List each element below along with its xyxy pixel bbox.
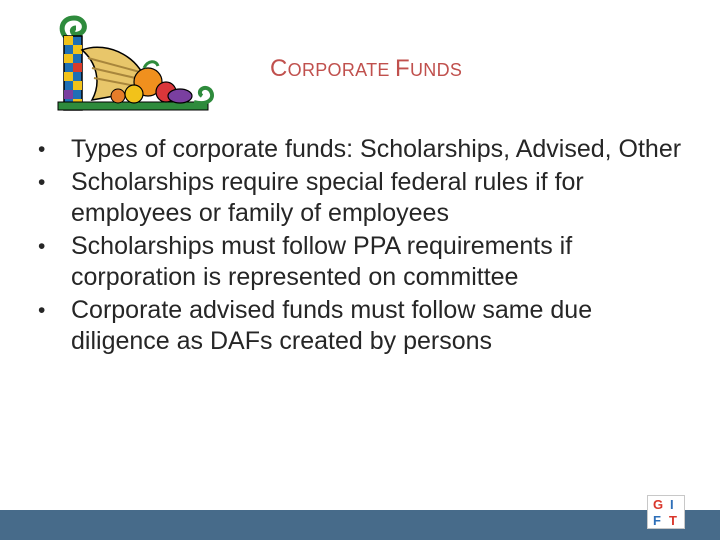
logo-letter-i: I [670,497,674,512]
title-initial-1: C [270,55,288,82]
bullet-dot: • [38,299,46,322]
bullet-text: Scholarships require special federal rules if for employees or family of employees [71,168,584,227]
title-rest-1: ORPORATE [287,60,390,80]
bullet-item [36,295,696,357]
bullet-text: Scholarships must follow PPA requirements if corporation is represented on committee [71,232,573,291]
logo-letter-t: T [669,513,677,528]
bullet-item [36,134,696,165]
bullet-list [36,134,696,359]
logo-letter-g: G [653,497,664,512]
gift-logo-icon [647,495,685,529]
bullet-text: Corporate advised funds must follow same due diligence as DAFs created by persons [71,296,593,355]
bullet-text: Types of corporate funds: Scholarships, Advised, Other [71,135,682,163]
slide-title [270,55,462,83]
bullet-dot: • [38,138,46,161]
bullet-dot: • [38,171,46,194]
logo-letter-f: F [653,513,661,528]
bullet-item [36,231,696,293]
bullet-dot: • [38,235,46,258]
bullet-item [36,167,696,229]
footer-bar [0,510,720,540]
cornucopia-icon [48,10,220,116]
title-initial-2: F [395,55,410,82]
title-rest-2: UNDS [410,60,463,80]
